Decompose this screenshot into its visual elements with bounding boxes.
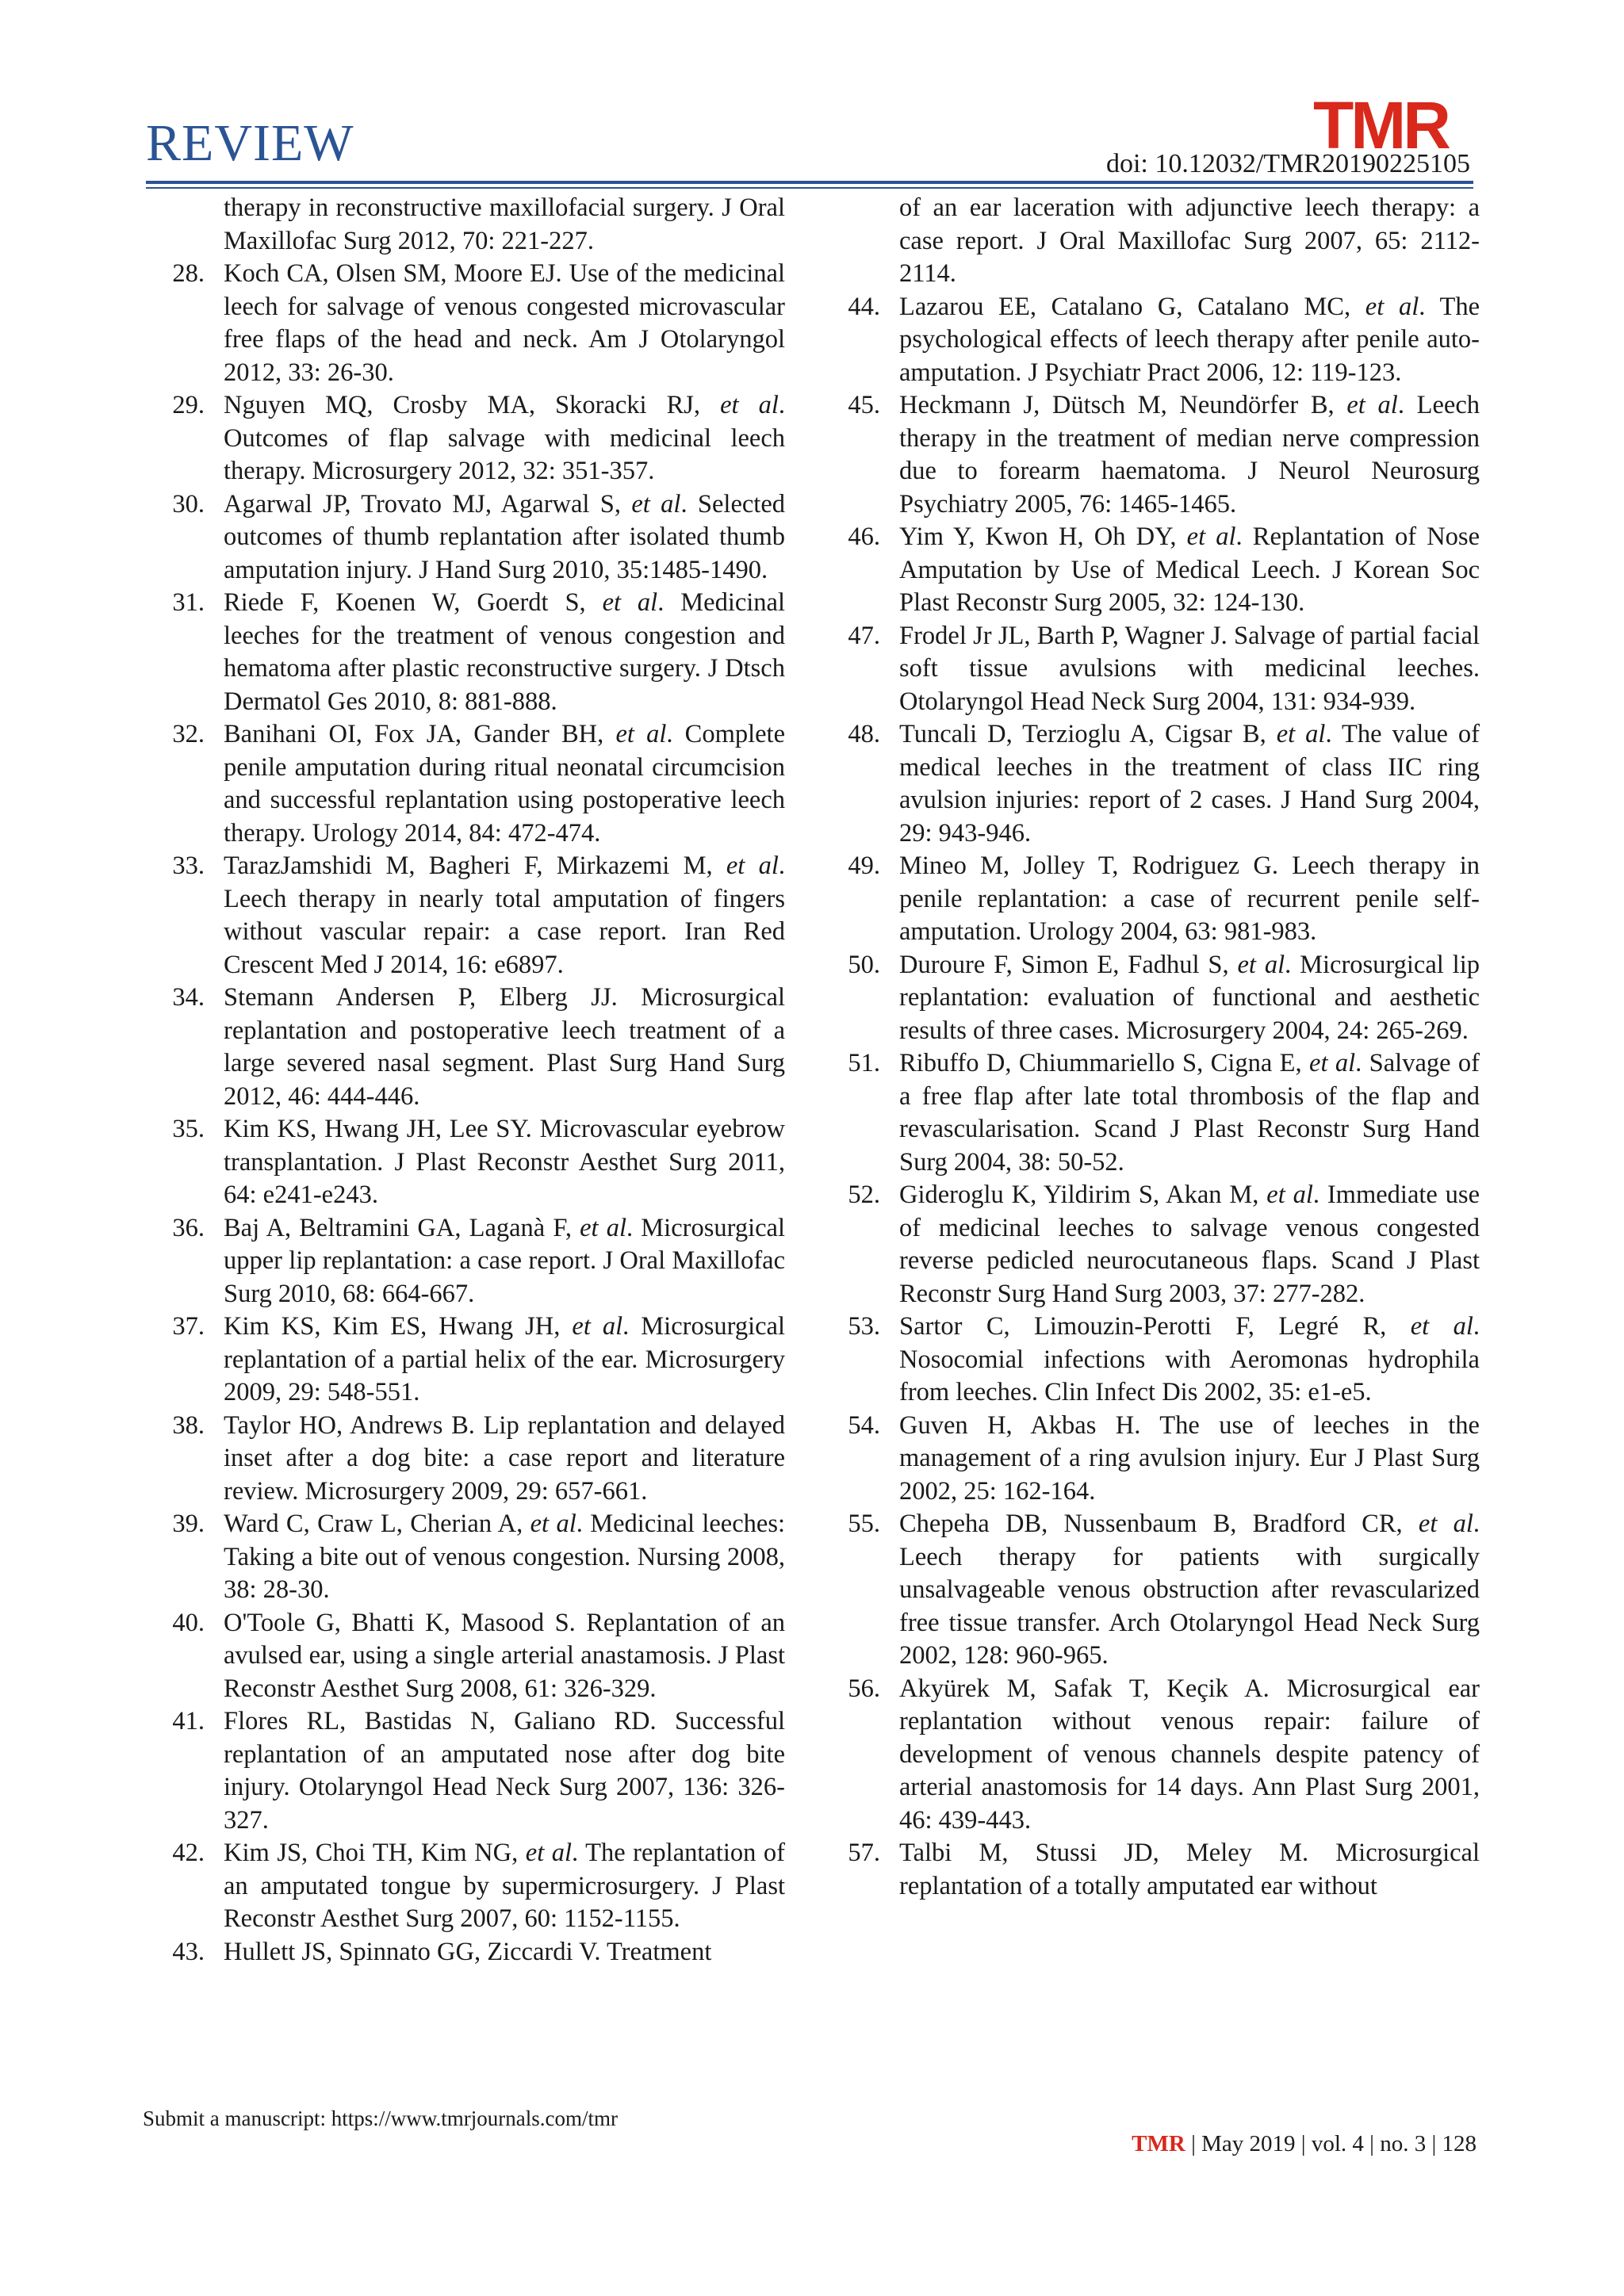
reference-item bbox=[837, 1508, 1480, 1673]
journal-logo: TMR bbox=[1313, 88, 1448, 163]
reference-item bbox=[146, 1837, 785, 1936]
reference-text bbox=[224, 1311, 785, 1410]
reference-item bbox=[837, 1047, 1480, 1179]
reference-authors-body: Riede F, Koenen W, Goerdt S, bbox=[224, 588, 603, 617]
reference-authors-body: Gideroglu K, Yildirim S, Akan M, bbox=[899, 1181, 1267, 1209]
reference-item bbox=[146, 1113, 785, 1212]
reference-number: 41. bbox=[172, 1707, 205, 1735]
reference-authors-body: Heckmann J, Dütsch M, Neundörfer B, bbox=[899, 391, 1347, 419]
reference-number: 53. bbox=[848, 1312, 880, 1341]
reference-text bbox=[224, 850, 785, 982]
reference-item bbox=[146, 1607, 785, 1706]
reference-item bbox=[146, 1508, 785, 1607]
reference-number: 39. bbox=[172, 1510, 205, 1538]
page-header bbox=[0, 0, 1624, 198]
header-rule-thin bbox=[146, 187, 1473, 189]
reference-text bbox=[224, 1508, 785, 1607]
reference-number: 50. bbox=[848, 950, 880, 979]
reference-number: 48. bbox=[848, 720, 880, 748]
reference-number: 44. bbox=[848, 292, 880, 321]
reference-number: 49. bbox=[848, 851, 880, 880]
reference-item bbox=[146, 718, 785, 850]
reference-text bbox=[224, 982, 785, 1113]
reference-citation: . Medicinal leeches for the treatment of venous congestion and hematoma after plastic reconstructive surgery. J Dtsch Dermatol Ges 2010, 8: 881-888. bbox=[224, 588, 786, 716]
reference-authors-body: Agarwal JP, Trovato MJ, Agarwal S, bbox=[224, 489, 632, 519]
et-al: et al bbox=[1276, 720, 1326, 748]
reference-number: 29. bbox=[172, 391, 205, 419]
reference-item bbox=[146, 488, 785, 587]
reference-citation: . The replantation of an amputated tongue by supermicrosurgery. J Plast Reconstr Aesthet Surg 2007, 60: 1152-1155. bbox=[224, 1839, 786, 1933]
reference-citation: . Leech therapy for patients with surgically unsalvageable venous obstruction after revascularized free tissue transfer. Arch Otolaryngol Head Neck Surg 2002, 128: 960-965. bbox=[899, 1510, 1480, 1670]
reference-number: 54. bbox=[848, 1410, 880, 1440]
reference-number: 33. bbox=[172, 851, 205, 880]
issue-details: | May 2019 | vol. 4 | no. 3 | 128 bbox=[1185, 2131, 1477, 2156]
reference-text bbox=[224, 1212, 785, 1311]
reference-item bbox=[837, 1410, 1480, 1509]
reference-authors-body: Kim KS, Hwang JH, Lee SY. Microvascular eyebrow transplantation. J Plast Reconstr Aesthet Surg 2011, 64: e241-e243. bbox=[224, 1115, 785, 1209]
reference-continuation: of an ear laceration with adjunctive leech therapy: a case report. J Oral Maxillofac Surg 2007, 65: 2112-2114. bbox=[899, 193, 1480, 288]
reference-item bbox=[146, 1936, 785, 1969]
reference-item bbox=[146, 1212, 785, 1311]
reference-item bbox=[146, 850, 785, 982]
reference-text bbox=[224, 1705, 785, 1837]
reference-text bbox=[899, 1837, 1480, 1903]
reference-item bbox=[146, 1410, 785, 1509]
reference-authors-body: Nguyen MQ, Crosby MA, Skoracki RJ, bbox=[224, 391, 721, 419]
reference-authors-body: Koch CA, Olsen SM, Moore EJ. Use of the medicinal leech for salvage of venous congested microvascular free flaps of the head and neck. Am J Otolaryngol 2012, 33: 26-30. bbox=[224, 259, 785, 387]
reference-number: 32. bbox=[172, 720, 205, 748]
et-al: et al bbox=[1418, 1510, 1473, 1538]
reference-number: 55. bbox=[848, 1510, 880, 1538]
reference-item bbox=[146, 258, 785, 389]
reference-number: 51. bbox=[848, 1049, 880, 1077]
reference-text bbox=[224, 488, 785, 587]
reference-citation: . Leech therapy in the treatment of median nerve compression due to forearm haematoma. J Neurol Neurosurg Psychiatry 2005, 76: 1465-1465. bbox=[899, 391, 1480, 519]
reference-item bbox=[837, 1837, 1480, 1903]
et-al: et al bbox=[525, 1839, 573, 1867]
reference-item bbox=[146, 389, 785, 488]
reference-citation: . Selected outcomes of thumb replantation after isolated thumb amputation injury. J Hand Surg 2010, 35:1485-1490. bbox=[224, 489, 786, 584]
reference-citation: . Microsurgical replantation of a partial helix of the ear. Microsurgery 2009, 29: 548-551. bbox=[224, 1312, 786, 1406]
reference-text bbox=[899, 1179, 1480, 1311]
reference-text bbox=[224, 258, 785, 389]
reference-text bbox=[899, 389, 1480, 521]
reference-citation: . The psychological effects of leech therapy after penile auto-amputation. J Psychiatr Pract 2006, 12: 119-123. bbox=[899, 292, 1480, 387]
reference-item bbox=[146, 587, 785, 718]
reference-text bbox=[224, 587, 785, 718]
reference-authors-body: Taylor HO, Andrews B. Lip replantation and delayed inset after a dog bite: a case report and literature review. Microsurgery 2009, 29: 657-661. bbox=[224, 1410, 785, 1506]
reference-authors-body: Chepeha DB, Nussenbaum B, Bradford CR, bbox=[899, 1510, 1419, 1538]
et-al: et al bbox=[530, 1510, 576, 1538]
reference-item bbox=[837, 718, 1480, 850]
reference-authors-body: Akyürek M, Safak T, Keçik A. Microsurgical ear replantation without venous repair: failure of development of venous channels despite patency of arterial anastomosis for 14 days. Ann Plast Surg 2001, 46: 439-443. bbox=[899, 1674, 1480, 1835]
reference-item bbox=[837, 949, 1480, 1048]
reference-text bbox=[899, 1047, 1480, 1179]
reference-authors-body: Baj A, Beltramini GA, Laganà F, bbox=[224, 1213, 580, 1242]
reference-authors-body: O'Toole G, Bhatti K, Masood S. Replantation of an avulsed ear, using a single arterial anastamosis. J Plast Reconstr Aesthet Surg 2008, 61: 326-329. bbox=[224, 1608, 785, 1703]
reference-number: 31. bbox=[172, 588, 205, 617]
reference-list-right bbox=[837, 291, 1480, 1904]
reference-item bbox=[146, 982, 785, 1113]
reference-number: 37. bbox=[172, 1312, 205, 1341]
reference-item bbox=[837, 521, 1480, 620]
reference-authors-body: Yim Y, Kwon H, Oh DY, bbox=[899, 522, 1187, 551]
reference-text bbox=[899, 1673, 1480, 1838]
reference-authors-body: Hullett JS, Spinnato GG, Ziccardi V. Treatment bbox=[224, 1937, 712, 1966]
et-al: et al bbox=[1410, 1312, 1473, 1341]
reference-authors-body: Ribuffo D, Chiummariello S, Cigna E, bbox=[899, 1049, 1310, 1077]
reference-item bbox=[837, 1179, 1480, 1311]
et-al: et al bbox=[726, 851, 779, 880]
reference-number: 47. bbox=[848, 621, 880, 650]
reference-citation: . Microsurgical upper lip replantation: a case report. J Oral Maxillofac Surg 2010, 68: 664-667. bbox=[224, 1213, 786, 1308]
reference-text bbox=[899, 1311, 1480, 1410]
footer-brand: TMR bbox=[1132, 2131, 1185, 2156]
reference-number: 45. bbox=[848, 391, 880, 419]
doi-text: doi: 10.12032/TMR20190225105 bbox=[1105, 149, 1470, 178]
reference-item bbox=[837, 291, 1480, 390]
reference-authors-body: Duroure F, Simon E, Fadhul S, bbox=[899, 950, 1238, 979]
reference-text bbox=[224, 1410, 785, 1509]
reference-number: 57. bbox=[848, 1839, 880, 1867]
et-al: et al bbox=[631, 489, 681, 519]
reference-authors-body: Flores RL, Bastidas N, Galiano RD. Successful replantation of an amputated nose after dog bite injury. Otolaryngol Head Neck Surg 2007, 136: 326-327. bbox=[224, 1707, 785, 1835]
reference-number: 56. bbox=[848, 1674, 880, 1703]
reference-authors-body: Sartor C, Limouzin-Perotti F, Legré R, bbox=[899, 1312, 1411, 1341]
reference-number: 36. bbox=[172, 1213, 205, 1242]
et-al: et al bbox=[720, 391, 779, 419]
et-al: et al bbox=[1346, 391, 1398, 419]
reference-item bbox=[837, 1311, 1480, 1410]
reference-text bbox=[224, 1837, 785, 1936]
reference-list-left bbox=[146, 258, 785, 1969]
reference-text bbox=[899, 949, 1480, 1048]
reference-number: 43. bbox=[172, 1937, 205, 1966]
reference-citation: . Microsurgical lip replantation: evaluation of functional and aesthetic results of three cases. Microsurgery 2004, 24: 265-269. bbox=[899, 950, 1480, 1045]
reference-number: 35. bbox=[172, 1115, 205, 1143]
reference-number: 30. bbox=[172, 489, 205, 519]
reference-authors-body: Tuncali D, Terzioglu A, Cigsar B, bbox=[899, 720, 1277, 748]
reference-text bbox=[899, 521, 1480, 620]
reference-authors-body: Mineo M, Jolley T, Rodriguez G. Leech therapy in penile replantation: a case of recurrent penile self-amputation. Urology 2004, 63: 981-983. bbox=[899, 851, 1480, 946]
et-al: et al bbox=[572, 1312, 623, 1341]
reference-text bbox=[224, 1113, 785, 1212]
reference-number: 34. bbox=[172, 983, 205, 1012]
reference-column-left bbox=[146, 192, 785, 1969]
reference-citation: . Outcomes of flap salvage with medicinal leech therapy. Microsurgery 2012, 32: 351-357. bbox=[224, 391, 786, 485]
reference-authors-body: Kim KS, Kim ES, Hwang JH, bbox=[224, 1312, 573, 1341]
reference-text bbox=[224, 1607, 785, 1706]
reference-citation: . Replantation of Nose Amputation by Use of Medical Leech. J Korean Soc Plast Reconstr Surg 2005, 32: 124-130. bbox=[899, 522, 1480, 617]
et-al: et al bbox=[1237, 950, 1285, 979]
reference-authors-body: Banihani OI, Fox JA, Gander BH, bbox=[224, 720, 616, 748]
reference-text bbox=[899, 850, 1480, 949]
reference-number: 28. bbox=[172, 259, 205, 288]
reference-item bbox=[837, 389, 1480, 521]
reference-text bbox=[899, 1508, 1480, 1673]
reference-continuation: therapy in reconstructive maxillofacial surgery. J Oral Maxillofac Surg 2012, 70: 221-227. bbox=[224, 193, 785, 255]
reference-text bbox=[899, 1410, 1480, 1509]
reference-authors-body: Guven H, Akbas H. The use of leeches in the management of a ring avulsion injury. Eur J Plast Surg 2002, 25: 162-164. bbox=[899, 1410, 1480, 1506]
et-al: et al bbox=[1266, 1181, 1313, 1209]
reference-citation: . Leech therapy in nearly total amputation of fingers without vascular repair: a case report. Iran Red Crescent Med J 2014, 16: e6897. bbox=[224, 851, 785, 979]
et-al: et al bbox=[1186, 522, 1236, 551]
reference-citation: . Immediate use of medicinal leeches to salvage venous congested reverse pedicled neurocutaneous flaps. Scand J Plast Reconstr Surg Hand Surg 2003, 37: 277-282. bbox=[899, 1181, 1480, 1308]
reference-item bbox=[146, 1311, 785, 1410]
reference-citation: . The value of medical leeches in the treatment of class IIC ring avulsion injuries: report of 2 cases. J Hand Surg 2004, 29: 943-946. bbox=[899, 720, 1480, 848]
reference-text bbox=[899, 291, 1480, 390]
et-al: et al bbox=[602, 588, 658, 617]
reference-authors-body: Stemann Andersen P, Elberg JJ. Microsurgical replantation and postoperative leech treatment of a large severed nasal segment. Plast Surg Hand Surg 2012, 46: 444-446. bbox=[224, 983, 785, 1111]
reference-number: 40. bbox=[172, 1608, 205, 1637]
reference-authors-body: Talbi M, Stussi JD, Meley M. Microsurgical replantation of a totally amputated ear without bbox=[899, 1839, 1480, 1900]
issue-info bbox=[1132, 2131, 1477, 2157]
reference-citation: . Complete penile amputation during ritual neonatal circumcision and successful replantation using postoperative leech therapy. Urology 2014, 84: 472-474. bbox=[224, 720, 786, 848]
reference-authors-body: Kim JS, Choi TH, Kim NG, bbox=[224, 1839, 526, 1867]
reference-citation: . Nosocomial infections with Aeromonas hydrophila from leeches. Clin Infect Dis 2002, 35: e1-e5. bbox=[899, 1312, 1480, 1406]
reference-number: 38. bbox=[172, 1410, 205, 1440]
et-al: et al bbox=[1309, 1049, 1356, 1077]
reference-text bbox=[224, 1936, 785, 1969]
reference-item bbox=[837, 1673, 1480, 1838]
reference-citation: . Medicinal leeches: Taking a bite out of venous congestion. Nursing 2008, 38: 28-30. bbox=[224, 1510, 786, 1604]
header-rule-thick bbox=[146, 181, 1473, 184]
reference-number: 46. bbox=[848, 522, 880, 551]
section-title: REVIEW bbox=[146, 114, 354, 172]
reference-text bbox=[224, 389, 785, 488]
reference-item bbox=[146, 1705, 785, 1837]
reference-number: 52. bbox=[848, 1181, 880, 1209]
reference-text bbox=[899, 620, 1480, 719]
reference-authors-body: TarazJamshidi M, Bagheri F, Mirkazemi M, bbox=[224, 851, 726, 880]
reference-authors-body: Ward C, Craw L, Cherian A, bbox=[224, 1510, 530, 1538]
et-al: et al bbox=[580, 1213, 627, 1242]
reference-citation: . Salvage of a free flap after late total thrombosis of the flap and revascularisation. Scand J Plast Reconstr Surg Hand Surg 2004, 38: 50-52. bbox=[899, 1049, 1480, 1177]
reference-text bbox=[224, 718, 785, 850]
et-al: et al bbox=[615, 720, 667, 748]
reference-number: 42. bbox=[172, 1839, 205, 1867]
submit-manuscript-text: Submit a manuscript: https://www.tmrjournals.com/tmr bbox=[143, 2107, 618, 2130]
reference-authors-body: Frodel Jr JL, Barth P, Wagner J. Salvage of partial facial soft tissue avulsions with medicinal leeches. Otolaryngol Head Neck Surg 2004, 131: 934-939. bbox=[899, 621, 1480, 716]
reference-text bbox=[899, 718, 1480, 850]
reference-item bbox=[837, 850, 1480, 949]
reference-column-right bbox=[837, 192, 1480, 1903]
reference-authors-body: Lazarou EE, Catalano G, Catalano MC, bbox=[899, 292, 1365, 321]
reference-item bbox=[837, 620, 1480, 719]
et-al: et al bbox=[1365, 292, 1419, 321]
